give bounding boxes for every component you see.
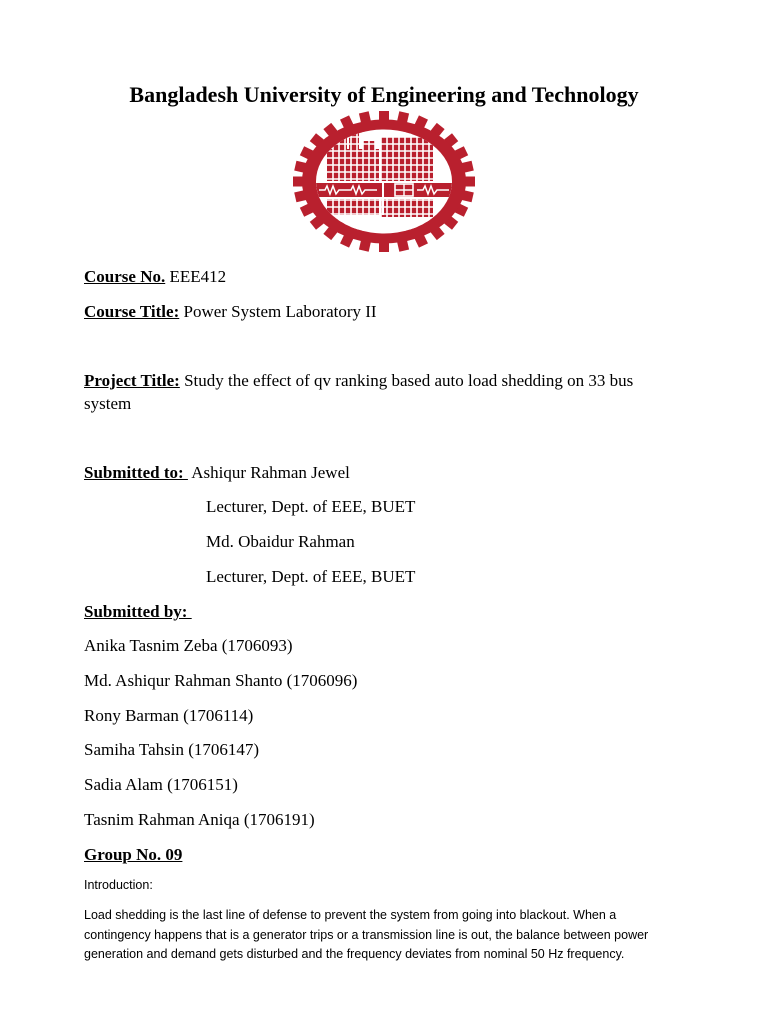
member-item: Anika Tasnim Zeba (1706093) [84,636,293,655]
submitted-to-name-2: Md. Obaidur Rahman [206,532,355,551]
submitted-to-designation-1: Lecturer, Dept. of EEE, BUET [206,497,416,516]
course-title-line [84,300,377,323]
course-title-label: Course Title: [84,302,180,321]
submitted-to-label: Submitted to: [84,463,188,482]
submitted-to-name-1: Ashiqur Rahman Jewel [191,463,350,482]
buet-logo-icon [293,111,475,252]
submitted-by-label: Submitted by: [84,602,192,621]
course-title-value: Power System Laboratory II [183,302,377,321]
course-no-label: Course No. [84,267,166,286]
member-item: Rony Barman (1706114) [84,706,254,725]
university-title: Bangladesh University of Engineering and Technology [129,82,639,107]
project-title-line [84,369,684,415]
submitted-to-designation-2: Lecturer, Dept. of EEE, BUET [206,567,416,586]
introduction-heading: Introduction: [84,878,153,892]
member-item: Samiha Tahsin (1706147) [84,740,260,759]
group-number: Group No. 09 [84,845,183,864]
member-item: Tasnim Rahman Aniqa (1706191) [84,810,315,829]
introduction-body: Load shedding is the last line of defense to prevent the system from going into blackout. When a contingency happens that is a generator trips or a transmission line is out, the balance between power generation and demand gets disturbed and the frequency deviates from nominal 50 Hz frequency. [84,908,649,961]
course-no-line [84,265,226,288]
course-no-value: EEE412 [169,267,227,286]
member-item: Sadia Alam (1706151) [84,775,238,794]
project-title-label: Project Title: [84,371,180,390]
member-item: Md. Ashiqur Rahman Shanto (1706096) [84,671,358,690]
project-title-value: Study the effect of qv ranking based auto load shedding on 33 bus system [84,371,634,413]
submitted-to-line [84,461,350,484]
